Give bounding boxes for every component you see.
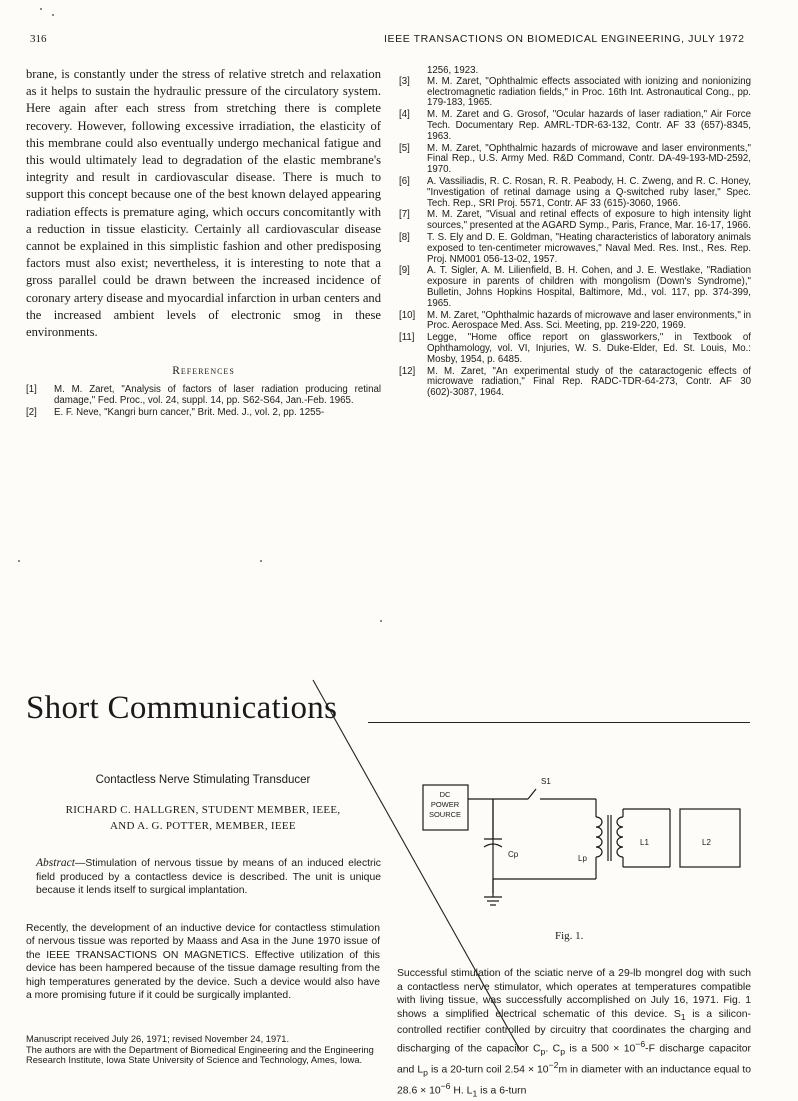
footnote-received: Manuscript received July 26, 1971; revised November 24, 1971.	[26, 1034, 290, 1044]
subscript: p	[560, 1046, 566, 1057]
text-run: is a silicon-controlled rectifier controlled by circuitry that coordinates the charging and discharging of the capacitor C	[397, 1008, 751, 1055]
body-paragraph	[397, 967, 751, 1101]
reference-text: M. M. Zaret, "An experimental study of the cataractogenic effects of microwave radiation," Final Rep. RADC-TDR-64-273, Contr. AF 30 (602)-3087, 1964.	[427, 365, 751, 399]
reference-text: M. M. Zaret, "Analysis of factors of laser radiation producing retinal damage," Fed. Proc., vol. 24, suppl. 14, pp. S62-S64, Jan.-Feb. 1965.	[54, 384, 381, 407]
reference-text: M. M. Zaret, "Ophthalmic effects associated with ionizing and nonionizing electromagnetic radiation fields," in Proc. 16th Int. Astronautical Cong., pp. 179-183, 1965.	[427, 75, 751, 109]
superscript: −2	[548, 1060, 559, 1071]
reference-number: [11]	[399, 332, 415, 344]
reference-number: [1]	[26, 384, 37, 396]
reference-number: [7]	[399, 209, 410, 221]
abstract-label: Abstract	[36, 857, 75, 869]
reference-continuation: 1256, 1923.	[427, 65, 479, 76]
text-run: Successful stimulation of the sciatic nerve of a 29-lb mongrel dog with such a contactless nerve stimulator, which operates at temperatures compatible with living tissue, was successfully accomplished on July 16, 1971. Fig. 1 shows a simplified electrical schematic of this device. S	[397, 968, 751, 1020]
reference-number: [12]	[399, 365, 416, 377]
text-run: -F discharge capacitor and L	[397, 1043, 752, 1076]
footnote-affiliation: The authors are with the Department of Biomedical Engineering and the Engineering Research Institute, Iowa State University of Science and Technology, Ames, Iowa.	[26, 1044, 374, 1066]
abstract-text: Stimulation of nervous tissue by means of an induced electric field produced by a contactless device is described. The unit is unique because it lends itself to surgical implantation.	[36, 858, 381, 897]
inductor-lp-label: Lp	[578, 854, 587, 863]
reference-text: M. M. Zaret, "Ophthalmic hazards of microwave and laser environments," Final Rep., U.S. Army Med. R&D Command, Contr. DA-49-193-MD-2592, 1970.	[427, 142, 751, 176]
reference-number: [4]	[399, 109, 410, 121]
text-run: . C	[545, 1043, 561, 1055]
scan-speck	[18, 560, 20, 562]
article-authors	[26, 802, 380, 834]
reference-text: M. M. Zaret, "Ophthalmic hazards of microwave and laser environments," in Proc. Aerospace Med. Ass. Sci. Meeting, pp. 219-220, 1969.	[427, 309, 751, 332]
superscript: −6	[440, 1081, 451, 1092]
text-run: is a 6-turn	[477, 1085, 527, 1097]
superscript: −6	[635, 1039, 646, 1050]
dc-label: SOURCE	[428, 810, 462, 819]
circuit-schematic	[418, 775, 748, 925]
subscript: p	[423, 1067, 428, 1078]
reference-text: T. S. Ely and D. E. Goldman, "Heating characteristics of laboratory animals exposed to ten-centimeter microwaves," Naval Med. Res. Inst., Res. Rep. Proj. NM001 056-13-02, 1957.	[427, 231, 751, 265]
reference-number: [10]	[399, 309, 416, 321]
dc-label: DC	[439, 790, 451, 799]
reference-number: [8]	[399, 231, 410, 243]
scan-speck	[380, 620, 382, 622]
article-title: Contactless Nerve Stimulating Transducer	[95, 774, 311, 786]
switch-s1	[528, 789, 536, 799]
reference-number: [9]	[399, 265, 410, 277]
inductor-l1-label: L1	[640, 838, 649, 847]
reference-number: [6]	[399, 175, 410, 187]
switch-label: S1	[541, 777, 551, 786]
intro-paragraph: Recently, the development of an inductive device for contactless stimulation of nervous tissue was reported by Maass and Asa in the June 1970 issue of the IEEE TRANSACTIONS ON MAGNETICS. Effective utilization of this device has been hampered because of the tissue damage resulting from the high temperatures generated by the device. Such a device would also have a more promising future if it could be surgically implanted.	[26, 923, 380, 1002]
text-run: H. L	[450, 1085, 473, 1097]
capacitor-label: Cp	[508, 850, 519, 859]
body-paragraph: brane, is constantly under the stress of relative stretch and relaxation as it helps to sustain the hydraulic pressure of the circulatory system. Here again after each stress from stretching there is complete recovery. However, following excessive irradiation, the elasticity of this membrane could also eventually undergo mechanical fatigue and this would ultimately lead to degradation of the elastic membrane's integrity and result in cardiovascular disease. There is much to support this concept because one of the best known delayed appearing radiation effects is premature aging, which occurs concomitantly with a reduction in tissue elasticity. Certainly all cardiovascular disease cannot be explained in this simplistic fashion and other predisposing factors must also exist; nevertheless, it is interesting to note that a gross parallel could be drawn between the increased incidence of coronary artery disease and myocardial infarction in urban centers and the increased ambient levels of electronic smog in these environments.	[26, 67, 381, 340]
text-run: is a 500 × 10	[565, 1043, 636, 1055]
reference-text: M. M. Zaret and G. Grosof, "Ocular hazards of laser radiation," Air Force Tech. Documentary Rep. AMRL-TDR-63-132, Contr. AF 33 (657)-8345, 1963.	[427, 109, 751, 142]
text-run: m in diameter with an inductance equal to 28.6 × 10	[397, 1064, 752, 1097]
reference-text: M. M. Zaret, "Visual and retinal effects of exposure to high intensity light sources," presented at the AGARD Symp., Paris, France, Mar. 16-17, 1966.	[427, 209, 751, 232]
page-number: 316	[30, 33, 47, 45]
scan-speck	[260, 560, 262, 562]
scan-speck	[52, 14, 54, 16]
reference-text: A. T. Sigler, A. M. Lilienfield, B. H. Cohen, and J. E. Westlake, "Radiation exposure in parents of children with mongolism (Down's Syndrome)," Bulletin, Johns Hopkins Hospital, Baltimore, Md., vol. 117, pp. 374-399, 1965.	[427, 265, 751, 309]
authors-line: AND A. G. POTTER, MEMBER, IEEE	[110, 820, 296, 832]
references-heading: References	[172, 365, 235, 378]
figure-caption: Fig. 1.	[555, 930, 584, 942]
section-title: Short Communications	[26, 690, 338, 726]
subscript: 1	[472, 1088, 478, 1099]
reference-number: [3]	[399, 75, 410, 87]
reference-text: Legge, "Home office report on glassworkers," in Textbook of Ophthamology, vol. VI, Injuries, W. S. Duke-Elder, Ed. St. Louis, Mo.: Mosby, 1954, p. 6485.	[427, 332, 751, 365]
right-body-text	[397, 967, 751, 1101]
reference-number: [5]	[399, 142, 410, 154]
inductor-l2-label: L2	[702, 838, 711, 847]
text-run: is a 20-turn coil 2.54 × 10	[427, 1064, 549, 1076]
reference-text: A. Vassiliadis, R. C. Rosan, R. R. Peabody, H. C. Zweng, and R. C. Honey, "Investigation of retinal damage using a Q-switched ruby laser," Spec. Tech. Rep., SRI Proj. 5571, Contr. AF 33 (615)-3060, 1966.	[427, 175, 751, 209]
reference-number: [2]	[26, 406, 37, 418]
journal-header: IEEE TRANSACTIONS ON BIOMEDICAL ENGINEERING, JULY 1972	[384, 33, 745, 45]
scan-speck	[40, 8, 42, 10]
authors-line: RICHARD C. HALLGREN, STUDENT MEMBER, IEEE,	[65, 804, 341, 816]
dc-label: POWER	[430, 800, 460, 809]
subscript: 1	[680, 1011, 686, 1022]
subscript: p	[540, 1046, 546, 1057]
footnote	[26, 1034, 380, 1066]
reference-text: E. F. Neve, "Kangri burn cancer," Brit. Med. J., vol. 2, pp. 1255-	[54, 406, 325, 418]
abstract: Abstract—Stimulation of nervous tissue by means of an induced electric field produced by a contactless device is described. The unit is unique because it lends itself to surgical implantation.	[36, 857, 381, 897]
